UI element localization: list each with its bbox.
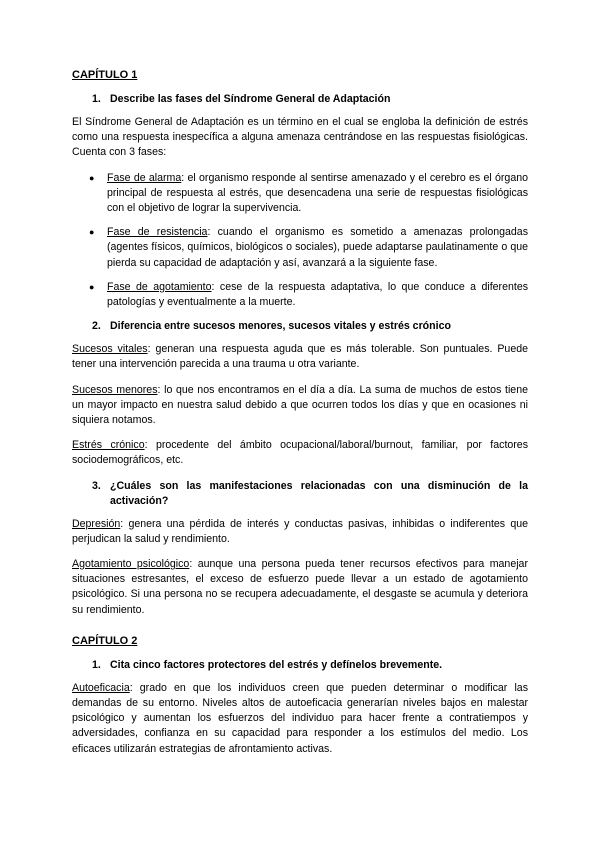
term: Sucesos vitales: [72, 343, 148, 356]
paragraph-agotamiento-psicologico: [72, 557, 528, 618]
list-item-resistance: [72, 225, 528, 271]
question-text: Cita cinco factores protectores del estrés y defínelos brevemente.: [110, 658, 443, 671]
question-number: 3.: [92, 479, 101, 492]
list-item-exhaustion: [72, 280, 528, 310]
definition: : lo que nos encontramos en el día a día. La suma de muchos de estos tiene un mayor impacto en nuestra salud debido a que ocurren todos los días y que en ocasiones ni siquiera notamos.: [72, 383, 528, 427]
definition: : procedente del ámbito ocupacional/laboral/burnout, familiar, por factores sociodemográficos, etc.: [72, 439, 528, 467]
question-1-2: [72, 319, 528, 334]
term: Fase de alarma: [107, 171, 182, 184]
paragraph-estres-cronico: [72, 438, 528, 468]
definition: : el organismo responde al sentirse amenazado y el cerebro es el órgano principal de respuesta al estrés, que desencadena una serie de respuestas fisiológicas con el objetivo de lograr la supervivencia.: [107, 171, 529, 215]
bullet-icon: ●: [89, 172, 95, 183]
document-page: [72, 68, 528, 767]
question-number: 1.: [92, 658, 101, 671]
list-item-alarm: [72, 171, 528, 217]
paragraph-sucesos-vitales: [72, 342, 528, 372]
chapter-1-title: CAPÍTULO 1: [72, 69, 138, 81]
sga-intro-paragraph: El Síndrome General de Adaptación es un término en el cual se engloba la definición de estrés como una respuesta inespecífica a alguna amenaza centrándose en las respuestas fisiológicas. Cuenta con 3 fases:: [72, 116, 528, 159]
paragraph-autoeficacia: [72, 681, 528, 757]
definition: : genera una pérdida de interés y conductas pasivas, inhibidas o indiferentes que perjudican la salud y rendimiento.: [72, 517, 528, 545]
question-number: 1.: [92, 93, 101, 105]
sga-phases-list: [72, 171, 528, 311]
bullet-icon: ●: [89, 227, 95, 238]
definition: : aunque una persona pueda tener recursos efectivos para manejar situaciones estresantes, el exceso de esfuerzo puede llevar a un estado de agotamiento psicológico. Si una persona no se recupera adecuadamente, el desgaste se acumula y deteriora su rendimiento.: [72, 558, 528, 616]
question-1-3: [72, 479, 528, 509]
term: Fase de agotamiento: [107, 280, 212, 293]
chapter-2-title: CAPÍTULO 2: [72, 634, 138, 647]
question-2-1: [72, 658, 528, 673]
question-text: Describe las fases del Síndrome General de Adaptación: [110, 93, 391, 105]
definition: : generan una respuesta aguda que es más tolerable. Son puntuales. Puede tener una intervención parecida a una trauma u otra variante.: [72, 343, 528, 371]
question-text: ¿Cuáles son las manifestaciones relacionadas con una disminución de la activación?: [110, 479, 528, 507]
term: Depresión: [72, 517, 121, 530]
question-1-1: [72, 92, 528, 107]
term: Fase de resistencia: [107, 226, 208, 239]
paragraph-sucesos-menores: [72, 383, 528, 429]
question-number: 2.: [92, 320, 101, 333]
question-text: Diferencia entre sucesos menores, sucesos vitales y estrés crónico: [110, 320, 451, 333]
definition: : cese de la respuesta adaptativa, lo que conduce a diferentes patologías y eventualmente a la muerte.: [107, 280, 529, 309]
definition: : grado en que los individuos creen que pueden determinar o modificar las demandas de su entorno. Niveles altos de autoeficacia generarían niveles bajos en malestar psicológico y aumentan los esfuerzos del individuo para hacer frente a contratiempos y adversidades, confianza en su capacidad para responder a los estímulos del medio. Los eficaces utilizarán estrategias de afrontamiento activas.: [72, 681, 528, 755]
term: Estrés crónico: [72, 439, 145, 452]
term: Sucesos menores: [72, 383, 158, 396]
bullet-icon: ●: [89, 281, 95, 292]
term: Autoeficacia: [72, 681, 130, 694]
paragraph-depresion: [72, 517, 528, 547]
definition: : cuando el organismo es sometido a amenazas prolongadas (agentes físicos, químicos, biológicos o sociales), puede adaptarse paulatinamente o que pierda su capacidad de adaptación y así, avanzará a la siguiente fase.: [107, 226, 528, 269]
term: Agotamiento psicológico: [72, 558, 190, 571]
